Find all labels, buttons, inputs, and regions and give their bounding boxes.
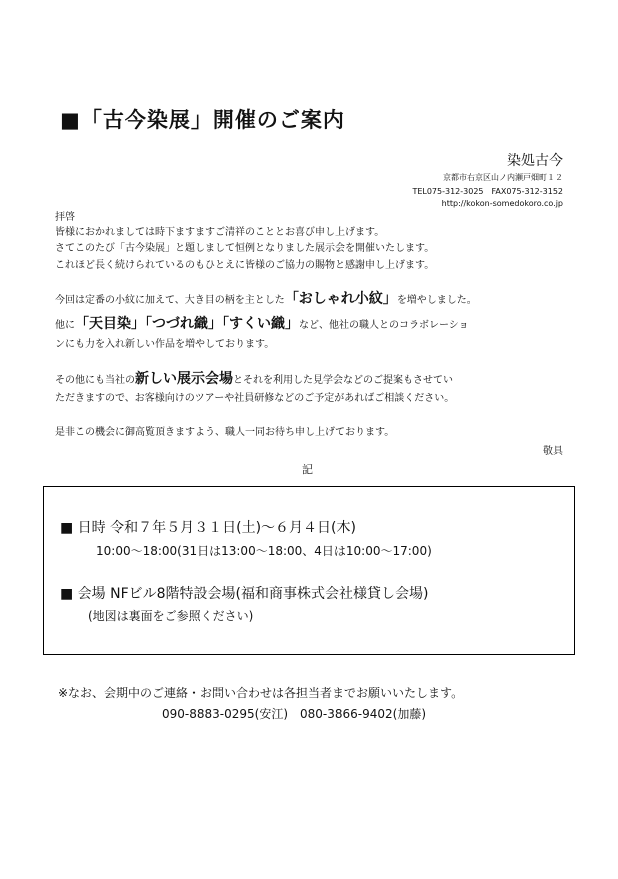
footer-phones: 090-8883-0295(安江) 080-3866-9402(加藤) — [162, 707, 427, 721]
paragraph2-emphasis-products: 「天目染」「つづれ織」「すくい織」 — [75, 316, 299, 332]
page-title: ■「古今染展」開催のご案内 — [60, 107, 345, 132]
keigu: 敬具 — [543, 446, 563, 457]
paragraph3-line1-text-b: とそれを利用した見学会などのご提案もさせてい — [233, 375, 453, 386]
paragraph3-line1-text-a: その他にも当社の — [55, 375, 135, 386]
paragraph1-line1: 皆様におかれましては時下ますますご清祥のこととお喜び申し上げます。 — [55, 227, 385, 238]
paragraph2-emphasis-oshare: 「おしゃれ小紋」 — [284, 291, 397, 307]
event-time-line: 10:00〜18:00(31日は13:00〜18:00、4日は10:00〜17:00) — [96, 544, 432, 558]
event-map-note: (地図は裏面をご参照ください) — [88, 609, 254, 623]
ki-marker: 記 — [302, 463, 313, 476]
closing-line: 是非この機会に御高覧頂きますよう、職人一同お待ち申し上げております。 — [55, 427, 395, 438]
paragraph2-line2 — [55, 317, 469, 333]
organizer-url: http://kokon-somedokoro.co.jp — [441, 199, 563, 208]
paragraph1-line2: さてこのたび「古今染展」と題しまして恒例となりました展示会を開催いたします。 — [55, 243, 435, 254]
paragraph2-line1-text-b: を増やしました。 — [396, 295, 477, 306]
paragraph2-line1 — [55, 292, 477, 308]
paragraph2-line3: ンにも力を入れ新しい作品を増やしております。 — [55, 339, 275, 350]
organizer-tel-fax: TEL075-312-3025 FAX075-312-3152 — [412, 187, 563, 196]
event-date-line: ■ 日時 令和７年５月３１日(土)〜６月４日(木) — [60, 520, 356, 536]
paragraph3-line2: ただきますので、お客様向けのツアーや社員研修などのご予定があればご相談ください。 — [55, 393, 455, 404]
paragraph3-line1 — [55, 372, 453, 388]
paragraph2-line2-text-b: など、他社の職人とのコラボレーショ — [299, 320, 469, 331]
paragraph1-line3: これほど長く続けられているのもひとえに皆様のご協力の賜物と感謝申し上げます。 — [55, 260, 435, 271]
footer-note: ※なお、会期中のご連絡・お問い合わせは各担当者までお願いいたします。 — [58, 686, 464, 700]
event-details-box — [43, 486, 575, 655]
organizer-address: 京都市右京区山ノ内瀬戸畑町１２ — [443, 173, 563, 182]
paragraph2-line1-text-a: 今回は定番の小紋に加えて、大き目の柄を主とした — [55, 295, 285, 306]
event-venue-line: ■ 会場 NFビル8階特設会場(福和商事株式会社様貸し会場) — [60, 586, 429, 602]
organizer-name: 染処古今 — [507, 153, 563, 169]
paragraph3-emphasis-venue: 新しい展示会場 — [135, 371, 233, 387]
salutation: 拝啓 — [55, 212, 75, 223]
paragraph2-line2-text-a: 他に — [55, 320, 75, 331]
